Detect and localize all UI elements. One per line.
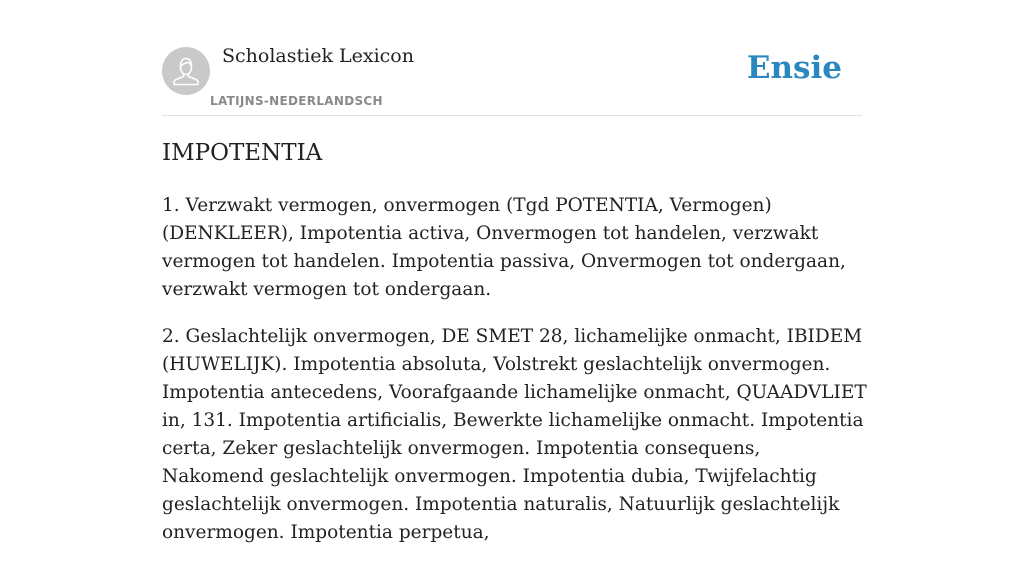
entry-title: IMPOTENTIA bbox=[162, 140, 323, 166]
source-subtitle: LATIJNS-NEDERLANDSCH bbox=[210, 94, 383, 108]
entry-paragraph-1: 1. Verzwakt vermogen, onvermogen (Tgd POTENTIA, Vermogen) (DENKLEER), Impotentia activa, Onvermogen tot handelen, verzwakt vermogen tot handelen. Impotentia passiva, Onvermogen tot ondergaan, verzwakt vermogen tot ondergaan. bbox=[162, 195, 846, 300]
source-header bbox=[162, 0, 862, 116]
entry-paragraph-2: 2. Geslachtelijk onvermogen, DE SMET 28, lichamelijke onmacht, IBIDEM (HUWELIJK). Impotentia absoluta, Volstrekt geslachtelijk onvermogen. Impotentia antecedens, Voorafgaande lichamelijke onmacht, QUAADVLIET in, 131. Impotentia artificialis, Bewerkte lichamelijke onmacht. Impotentia certa, Zeker geslachtelijk onvermogen. Impotentia consequens, Nakomend geslachtelijk onvermogen. Impotentia dubia, Twijfelachtig geslachtelijk onvermogen. Impotentia naturalis, Natuurlijk geslachtelijk onvermogen. Impotentia perpetua, bbox=[162, 326, 867, 543]
brand-logo-link[interactable]: Ensie bbox=[746, 50, 842, 86]
source-title-link[interactable]: Scholastiek Lexicon bbox=[222, 45, 414, 67]
user-avatar-icon[interactable] bbox=[162, 47, 210, 95]
content-container bbox=[162, 0, 867, 543]
entry-body bbox=[162, 192, 867, 566]
